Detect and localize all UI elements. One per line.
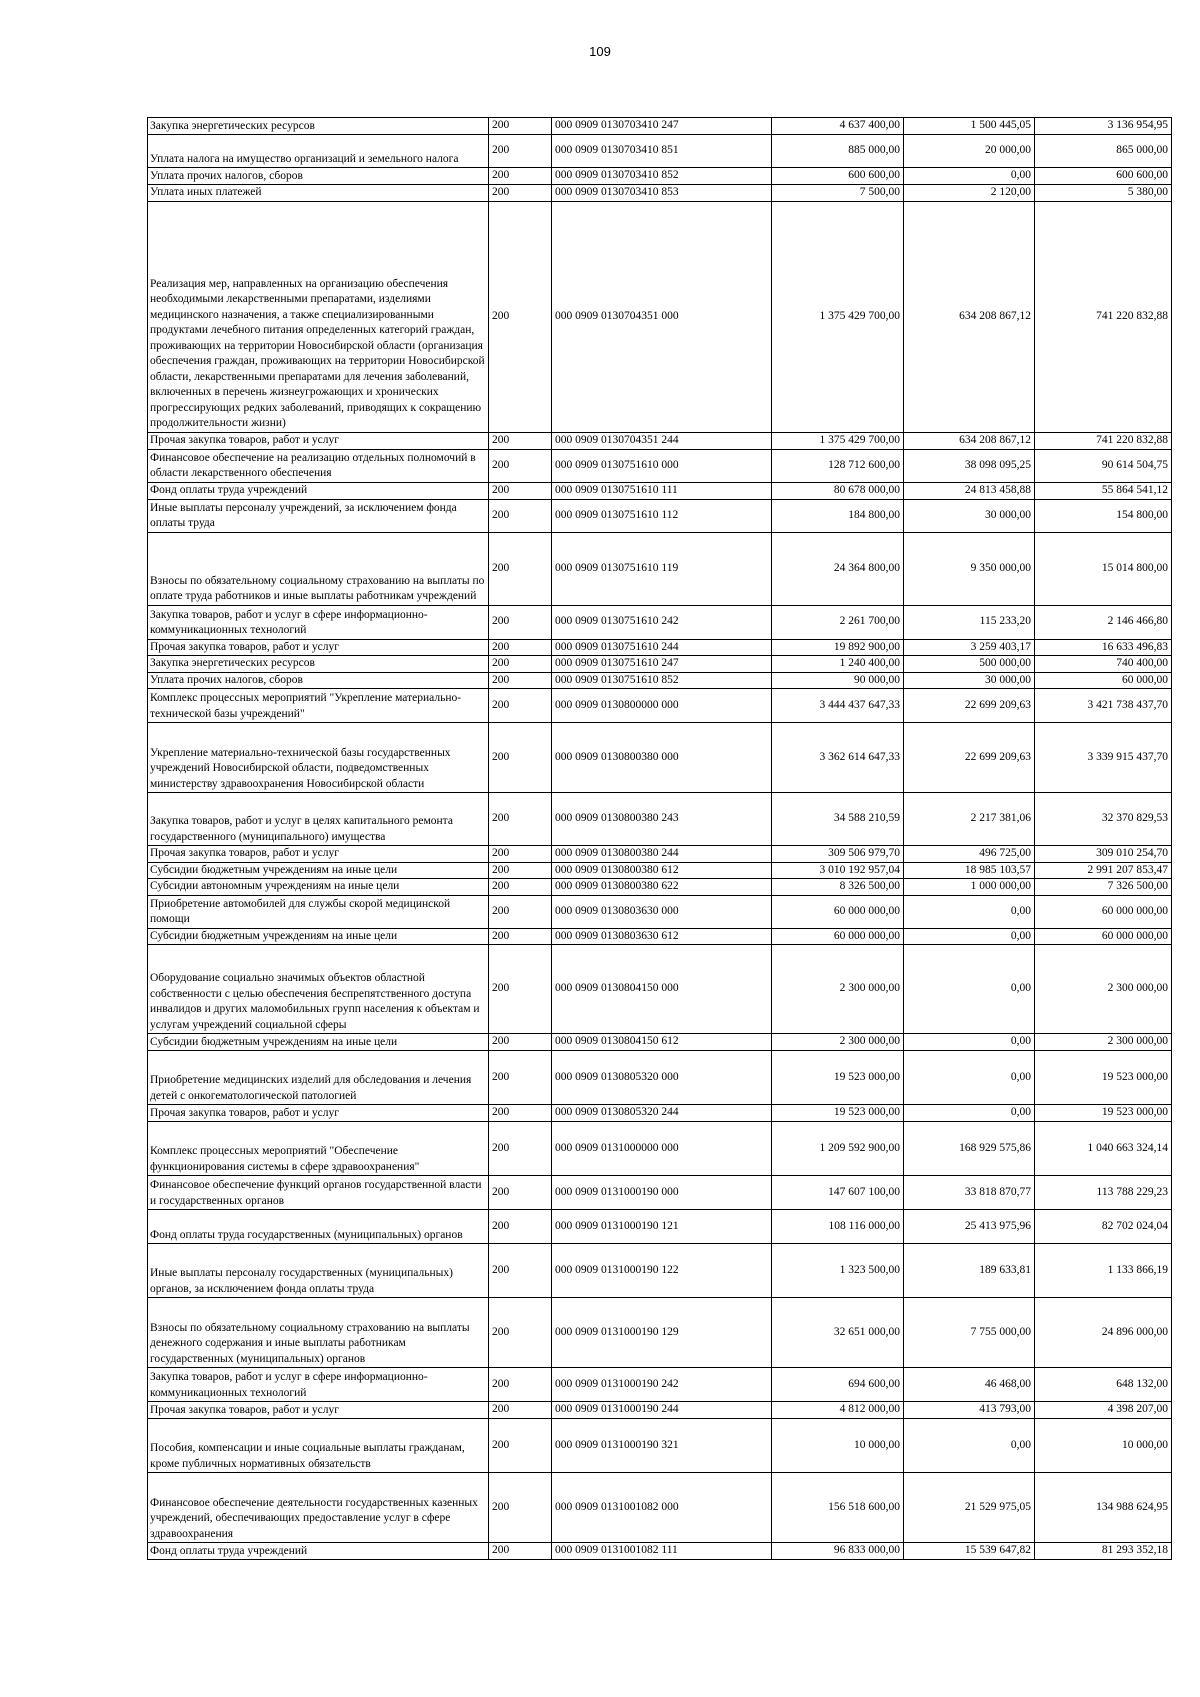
approved-amount-cell: 2 300 000,00: [772, 1034, 904, 1051]
expense-name-cell: Закупка энергетических ресурсов: [148, 118, 489, 135]
line-code-cell: 200: [489, 605, 552, 639]
line-code-cell: 200: [489, 1419, 552, 1473]
budget-classification-code-cell: 000 0909 0130703410 853: [552, 185, 772, 202]
line-code-cell: 200: [489, 945, 552, 1034]
unexecuted-amount-cell: 134 988 624,95: [1035, 1473, 1172, 1543]
unexecuted-amount-cell: 10 000,00: [1035, 1419, 1172, 1473]
budget-classification-code-cell: 000 0909 0130800380 612: [552, 862, 772, 879]
expense-name-cell: Закупка товаров, работ и услуг в целях капитального ремонта государственного (муниципального) имущества: [148, 793, 489, 846]
line-code-cell: 200: [489, 118, 552, 135]
unexecuted-amount-cell: 309 010 254,70: [1035, 846, 1172, 863]
executed-amount-cell: 0,00: [904, 945, 1035, 1034]
line-code-cell: 200: [489, 1402, 552, 1419]
unexecuted-amount-cell: 24 896 000,00: [1035, 1298, 1172, 1368]
line-code-cell: 200: [489, 449, 552, 482]
budget-classification-code-cell: 000 0909 0131001082 111: [552, 1543, 772, 1560]
table-body: [148, 118, 1172, 1560]
approved-amount-cell: 4 812 000,00: [772, 1402, 904, 1419]
budget-classification-code-cell: 000 0909 0131000190 000: [552, 1176, 772, 1210]
expense-name-cell: Комплекс процессных мероприятий "Укрепление материально-технической базы учреждений": [148, 689, 489, 723]
approved-amount-cell: 8 326 500,00: [772, 879, 904, 896]
unexecuted-amount-cell: 7 326 500,00: [1035, 879, 1172, 896]
approved-amount-cell: 108 116 000,00: [772, 1210, 904, 1244]
executed-amount-cell: 168 929 575,86: [904, 1122, 1035, 1176]
executed-amount-cell: 18 985 103,57: [904, 862, 1035, 879]
expense-name-cell: Оборудование социально значимых объектов областной собственности с целью обеспечения беспрепятственного доступа инвалидов и других маломобильных групп населения к объектам и услугам учреждений социальной сферы: [148, 945, 489, 1034]
line-code-cell: 200: [489, 1473, 552, 1543]
unexecuted-amount-cell: 741 220 832,88: [1035, 432, 1172, 449]
approved-amount-cell: 19 523 000,00: [772, 1051, 904, 1105]
expense-name-cell: Субсидии бюджетным учреждениям на иные цели: [148, 1034, 489, 1051]
approved-amount-cell: 32 651 000,00: [772, 1298, 904, 1368]
expense-name-cell: Уплата прочих налогов, сборов: [148, 672, 489, 689]
table-row: [148, 945, 1172, 1034]
executed-amount-cell: 0,00: [904, 1034, 1035, 1051]
budget-classification-code-cell: 000 0909 0130751610 242: [552, 605, 772, 639]
approved-amount-cell: 4 637 400,00: [772, 118, 904, 135]
table-row: [148, 1051, 1172, 1105]
unexecuted-amount-cell: 60 000 000,00: [1035, 928, 1172, 945]
executed-amount-cell: 30 000,00: [904, 672, 1035, 689]
line-code-cell: 200: [489, 1244, 552, 1298]
line-code-cell: 200: [489, 1122, 552, 1176]
line-code-cell: 200: [489, 846, 552, 863]
expense-name-cell: Уплата налога на имущество организаций и земельного налога: [148, 135, 489, 168]
unexecuted-amount-cell: 60 000 000,00: [1035, 895, 1172, 928]
line-code-cell: 200: [489, 168, 552, 185]
executed-amount-cell: 500 000,00: [904, 656, 1035, 673]
expense-name-cell: Взносы по обязательному социальному страхованию на выплаты денежного содержания и иные выплаты работникам государственных (муниципальных) органов: [148, 1298, 489, 1368]
unexecuted-amount-cell: 82 702 024,04: [1035, 1210, 1172, 1244]
executed-amount-cell: 0,00: [904, 1051, 1035, 1105]
executed-amount-cell: 30 000,00: [904, 499, 1035, 532]
table-row: [148, 1210, 1172, 1244]
expense-name-cell: Уплата иных платежей: [148, 185, 489, 202]
expense-name-cell: Прочая закупка товаров, работ и услуг: [148, 639, 489, 656]
table-row: [148, 499, 1172, 532]
budget-classification-code-cell: 000 0909 0130805320 000: [552, 1051, 772, 1105]
expense-name-cell: Фонд оплаты труда учреждений: [148, 1543, 489, 1560]
approved-amount-cell: 3 010 192 957,04: [772, 862, 904, 879]
line-code-cell: 200: [489, 1543, 552, 1560]
budget-classification-code-cell: 000 0909 0130751610 852: [552, 672, 772, 689]
executed-amount-cell: 15 539 647,82: [904, 1543, 1035, 1560]
table-row: [148, 135, 1172, 168]
expense-name-cell: Приобретение автомобилей для службы скорой медицинской помощи: [148, 895, 489, 928]
executed-amount-cell: 25 413 975,96: [904, 1210, 1035, 1244]
table-row: [148, 1543, 1172, 1560]
line-code-cell: 200: [489, 1210, 552, 1244]
line-code-cell: 200: [489, 793, 552, 846]
expense-name-cell: Приобретение медицинских изделий для обследования и лечения детей с онкогематологической патологией: [148, 1051, 489, 1105]
budget-classification-code-cell: 000 0909 0130751610 112: [552, 499, 772, 532]
budget-classification-code-cell: 000 0909 0130800000 000: [552, 689, 772, 723]
budget-classification-code-cell: 000 0909 0130804150 612: [552, 1034, 772, 1051]
unexecuted-amount-cell: 1 040 663 324,14: [1035, 1122, 1172, 1176]
table-row: [148, 1402, 1172, 1419]
approved-amount-cell: 19 523 000,00: [772, 1105, 904, 1122]
expense-name-cell: Фонд оплаты труда государственных (муниципальных) органов: [148, 1210, 489, 1244]
unexecuted-amount-cell: 600 600,00: [1035, 168, 1172, 185]
table-row: [148, 928, 1172, 945]
unexecuted-amount-cell: 55 864 541,12: [1035, 482, 1172, 499]
expense-name-cell: Закупка товаров, работ и услуг в сфере информационно-коммуникационных технологий: [148, 605, 489, 639]
approved-amount-cell: 184 800,00: [772, 499, 904, 532]
budget-classification-code-cell: 000 0909 0130704351 000: [552, 201, 772, 432]
line-code-cell: 200: [489, 1105, 552, 1122]
budget-classification-code-cell: 000 0909 0131001082 000: [552, 1473, 772, 1543]
budget-classification-code-cell: 000 0909 0130804150 000: [552, 945, 772, 1034]
budget-classification-code-cell: 000 0909 0130800380 000: [552, 723, 772, 793]
executed-amount-cell: 115 233,20: [904, 605, 1035, 639]
approved-amount-cell: 1 323 500,00: [772, 1244, 904, 1298]
executed-amount-cell: 1 000 000,00: [904, 879, 1035, 896]
line-code-cell: 200: [489, 201, 552, 432]
executed-amount-cell: 0,00: [904, 1105, 1035, 1122]
executed-amount-cell: 3 259 403,17: [904, 639, 1035, 656]
expense-name-cell: Фонд оплаты труда учреждений: [148, 482, 489, 499]
unexecuted-amount-cell: 81 293 352,18: [1035, 1543, 1172, 1560]
unexecuted-amount-cell: 19 523 000,00: [1035, 1105, 1172, 1122]
table-row: [148, 201, 1172, 432]
expense-name-cell: Прочая закупка товаров, работ и услуг: [148, 432, 489, 449]
budget-classification-code-cell: 000 0909 0130805320 244: [552, 1105, 772, 1122]
expense-name-cell: Финансовое обеспечение на реализацию отдельных полномочий в области лекарственного обеспечения: [148, 449, 489, 482]
unexecuted-amount-cell: 740 400,00: [1035, 656, 1172, 673]
table-row: [148, 639, 1172, 656]
unexecuted-amount-cell: 15 014 800,00: [1035, 532, 1172, 605]
unexecuted-amount-cell: 2 991 207 853,47: [1035, 862, 1172, 879]
approved-amount-cell: 147 607 100,00: [772, 1176, 904, 1210]
budget-classification-code-cell: 000 0909 0130703410 247: [552, 118, 772, 135]
budget-classification-code-cell: 000 0909 0130751610 119: [552, 532, 772, 605]
unexecuted-amount-cell: 741 220 832,88: [1035, 201, 1172, 432]
expense-name-cell: Укрепление материально-технической базы государственных учреждений Новосибирской области, подведомственных министерству здравоохранения Новосибирской области: [148, 723, 489, 793]
budget-classification-code-cell: 000 0909 0130704351 244: [552, 432, 772, 449]
line-code-cell: 200: [489, 499, 552, 532]
executed-amount-cell: 22 699 209,63: [904, 689, 1035, 723]
unexecuted-amount-cell: 865 000,00: [1035, 135, 1172, 168]
executed-amount-cell: 9 350 000,00: [904, 532, 1035, 605]
approved-amount-cell: 90 000,00: [772, 672, 904, 689]
approved-amount-cell: 24 364 800,00: [772, 532, 904, 605]
approved-amount-cell: 1 209 592 900,00: [772, 1122, 904, 1176]
table-row: [148, 118, 1172, 135]
line-code-cell: 200: [489, 1298, 552, 1368]
table-row: [148, 1368, 1172, 1402]
unexecuted-amount-cell: 113 788 229,23: [1035, 1176, 1172, 1210]
line-code-cell: 200: [489, 532, 552, 605]
budget-classification-code-cell: 000 0909 0130751610 000: [552, 449, 772, 482]
table-row: [148, 846, 1172, 863]
approved-amount-cell: 309 506 979,70: [772, 846, 904, 863]
line-code-cell: 200: [489, 639, 552, 656]
expense-name-cell: Закупка товаров, работ и услуг в сфере информационно-коммуникационных технологий: [148, 1368, 489, 1402]
line-code-cell: 200: [489, 928, 552, 945]
expense-name-cell: Взносы по обязательному социальному страхованию на выплаты по оплате труда работников и иные выплаты работникам учреждений: [148, 532, 489, 605]
budget-classification-code-cell: 000 0909 0131000190 122: [552, 1244, 772, 1298]
table-row: [148, 605, 1172, 639]
executed-amount-cell: 413 793,00: [904, 1402, 1035, 1419]
approved-amount-cell: 1 240 400,00: [772, 656, 904, 673]
table-row: [148, 185, 1172, 202]
unexecuted-amount-cell: 3 136 954,95: [1035, 118, 1172, 135]
expense-name-cell: Закупка энергетических ресурсов: [148, 656, 489, 673]
table-row: [148, 432, 1172, 449]
budget-classification-code-cell: 000 0909 0130751610 111: [552, 482, 772, 499]
unexecuted-amount-cell: 32 370 829,53: [1035, 793, 1172, 846]
approved-amount-cell: 96 833 000,00: [772, 1543, 904, 1560]
budget-classification-code-cell: 000 0909 0131000190 244: [552, 1402, 772, 1419]
approved-amount-cell: 694 600,00: [772, 1368, 904, 1402]
line-code-cell: 200: [489, 1176, 552, 1210]
approved-amount-cell: 885 000,00: [772, 135, 904, 168]
budget-classification-code-cell: 000 0909 0130703410 851: [552, 135, 772, 168]
line-code-cell: 200: [489, 1051, 552, 1105]
unexecuted-amount-cell: 3 339 915 437,70: [1035, 723, 1172, 793]
approved-amount-cell: 1 375 429 700,00: [772, 201, 904, 432]
expense-name-cell: Пособия, компенсации и иные социальные выплаты гражданам, кроме публичных нормативных обязательств: [148, 1419, 489, 1473]
table-row: [148, 689, 1172, 723]
line-code-cell: 200: [489, 1368, 552, 1402]
unexecuted-amount-cell: 3 421 738 437,70: [1035, 689, 1172, 723]
budget-classification-code-cell: 000 0909 0130800380 622: [552, 879, 772, 896]
line-code-cell: 200: [489, 135, 552, 168]
line-code-cell: 200: [489, 185, 552, 202]
expense-name-cell: Прочая закупка товаров, работ и услуг: [148, 846, 489, 863]
budget-classification-code-cell: 000 0909 0130800380 243: [552, 793, 772, 846]
table-row: [148, 482, 1172, 499]
expense-name-cell: Иные выплаты персоналу учреждений, за исключением фонда оплаты труда: [148, 499, 489, 532]
table-row: [148, 1244, 1172, 1298]
expense-name-cell: Уплата прочих налогов, сборов: [148, 168, 489, 185]
table-row: [148, 723, 1172, 793]
budget-classification-code-cell: 000 0909 0130703410 852: [552, 168, 772, 185]
table-row: [148, 449, 1172, 482]
expense-name-cell: Комплекс процессных мероприятий "Обеспечение функционирования системы в сфере здравоохранения": [148, 1122, 489, 1176]
approved-amount-cell: 19 892 900,00: [772, 639, 904, 656]
unexecuted-amount-cell: 60 000,00: [1035, 672, 1172, 689]
executed-amount-cell: 24 813 458,88: [904, 482, 1035, 499]
unexecuted-amount-cell: 19 523 000,00: [1035, 1051, 1172, 1105]
executed-amount-cell: 496 725,00: [904, 846, 1035, 863]
table-row: [148, 1122, 1172, 1176]
approved-amount-cell: 7 500,00: [772, 185, 904, 202]
table-row: [148, 1473, 1172, 1543]
unexecuted-amount-cell: 4 398 207,00: [1035, 1402, 1172, 1419]
executed-amount-cell: 21 529 975,05: [904, 1473, 1035, 1543]
table-row: [148, 1176, 1172, 1210]
line-code-cell: 200: [489, 1034, 552, 1051]
expense-name-cell: Финансовое обеспечение функций органов государственной власти и государственных органов: [148, 1176, 489, 1210]
line-code-cell: 200: [489, 879, 552, 896]
line-code-cell: 200: [489, 723, 552, 793]
unexecuted-amount-cell: 2 146 466,80: [1035, 605, 1172, 639]
budget-execution-table: [147, 117, 1172, 1560]
unexecuted-amount-cell: 648 132,00: [1035, 1368, 1172, 1402]
budget-classification-code-cell: 000 0909 0130751610 244: [552, 639, 772, 656]
executed-amount-cell: 0,00: [904, 168, 1035, 185]
expense-name-cell: Иные выплаты персоналу государственных (муниципальных) органов, за исключением фонда оплаты труда: [148, 1244, 489, 1298]
unexecuted-amount-cell: 2 300 000,00: [1035, 945, 1172, 1034]
approved-amount-cell: 1 375 429 700,00: [772, 432, 904, 449]
unexecuted-amount-cell: 90 614 504,75: [1035, 449, 1172, 482]
table-row: [148, 168, 1172, 185]
approved-amount-cell: 600 600,00: [772, 168, 904, 185]
executed-amount-cell: 38 098 095,25: [904, 449, 1035, 482]
executed-amount-cell: 46 468,00: [904, 1368, 1035, 1402]
table-row: [148, 1298, 1172, 1368]
executed-amount-cell: 634 208 867,12: [904, 432, 1035, 449]
table-row: [148, 1034, 1172, 1051]
executed-amount-cell: 22 699 209,63: [904, 723, 1035, 793]
expense-name-cell: Субсидии бюджетным учреждениям на иные цели: [148, 928, 489, 945]
expense-name-cell: Реализация мер, направленных на организацию обеспечения необходимыми лекарственными препаратами, изделиями медицинского назначения, а также специализированными продуктами лечебного питания определенных категорий граждан, проживающих на территории Новосибирской области (организация обеспечения граждан, проживающих на территории Новосибирской области, лекарственными препаратами для лечения заболеваний, включенных в перечень жизнеугрожающих и хронических прогрессирующих редких заболеваний, приводящих к сокращению продолжительности жизни): [148, 201, 489, 432]
table-row: [148, 862, 1172, 879]
expense-name-cell: Прочая закупка товаров, работ и услуг: [148, 1105, 489, 1122]
table-row: [148, 672, 1172, 689]
budget-classification-code-cell: 000 0909 0130751610 247: [552, 656, 772, 673]
approved-amount-cell: 3 444 437 647,33: [772, 689, 904, 723]
unexecuted-amount-cell: 2 300 000,00: [1035, 1034, 1172, 1051]
executed-amount-cell: 1 500 445,05: [904, 118, 1035, 135]
unexecuted-amount-cell: 16 633 496,83: [1035, 639, 1172, 656]
expense-name-cell: Финансовое обеспечение деятельности государственных казенных учреждений, обеспечивающих предоставление услуг в сфере здравоохранения: [148, 1473, 489, 1543]
unexecuted-amount-cell: 5 380,00: [1035, 185, 1172, 202]
table-row: [148, 793, 1172, 846]
table-row: [148, 1419, 1172, 1473]
approved-amount-cell: 128 712 600,00: [772, 449, 904, 482]
budget-classification-code-cell: 000 0909 0131000190 129: [552, 1298, 772, 1368]
approved-amount-cell: 156 518 600,00: [772, 1473, 904, 1543]
budget-classification-code-cell: 000 0909 0130803630 000: [552, 895, 772, 928]
executed-amount-cell: 0,00: [904, 1419, 1035, 1473]
executed-amount-cell: 189 633,81: [904, 1244, 1035, 1298]
approved-amount-cell: 80 678 000,00: [772, 482, 904, 499]
executed-amount-cell: 33 818 870,77: [904, 1176, 1035, 1210]
budget-classification-code-cell: 000 0909 0130803630 612: [552, 928, 772, 945]
line-code-cell: 200: [489, 656, 552, 673]
budget-classification-code-cell: 000 0909 0131000190 242: [552, 1368, 772, 1402]
executed-amount-cell: 20 000,00: [904, 135, 1035, 168]
page-number: 109: [589, 44, 611, 59]
line-code-cell: 200: [489, 432, 552, 449]
line-code-cell: 200: [489, 862, 552, 879]
budget-classification-code-cell: 000 0909 0131000190 121: [552, 1210, 772, 1244]
table-row: [148, 879, 1172, 896]
table-row: [148, 1105, 1172, 1122]
executed-amount-cell: 2 217 381,06: [904, 793, 1035, 846]
unexecuted-amount-cell: 154 800,00: [1035, 499, 1172, 532]
approved-amount-cell: 2 261 700,00: [772, 605, 904, 639]
table-row: [148, 895, 1172, 928]
line-code-cell: 200: [489, 895, 552, 928]
approved-amount-cell: 34 588 210,59: [772, 793, 904, 846]
expense-name-cell: Субсидии автономным учреждениям на иные цели: [148, 879, 489, 896]
executed-amount-cell: 0,00: [904, 928, 1035, 945]
expense-name-cell: Прочая закупка товаров, работ и услуг: [148, 1402, 489, 1419]
approved-amount-cell: 3 362 614 647,33: [772, 723, 904, 793]
executed-amount-cell: 0,00: [904, 895, 1035, 928]
budget-classification-code-cell: 000 0909 0131000190 321: [552, 1419, 772, 1473]
line-code-cell: 200: [489, 672, 552, 689]
approved-amount-cell: 60 000 000,00: [772, 895, 904, 928]
approved-amount-cell: 60 000 000,00: [772, 928, 904, 945]
unexecuted-amount-cell: 1 133 866,19: [1035, 1244, 1172, 1298]
budget-classification-code-cell: 000 0909 0131000000 000: [552, 1122, 772, 1176]
line-code-cell: 200: [489, 689, 552, 723]
approved-amount-cell: 10 000,00: [772, 1419, 904, 1473]
executed-amount-cell: 7 755 000,00: [904, 1298, 1035, 1368]
approved-amount-cell: 2 300 000,00: [772, 945, 904, 1034]
table-row: [148, 656, 1172, 673]
table-row: [148, 532, 1172, 605]
expense-name-cell: Субсидии бюджетным учреждениям на иные цели: [148, 862, 489, 879]
line-code-cell: 200: [489, 482, 552, 499]
executed-amount-cell: 634 208 867,12: [904, 201, 1035, 432]
budget-classification-code-cell: 000 0909 0130800380 244: [552, 846, 772, 863]
executed-amount-cell: 2 120,00: [904, 185, 1035, 202]
